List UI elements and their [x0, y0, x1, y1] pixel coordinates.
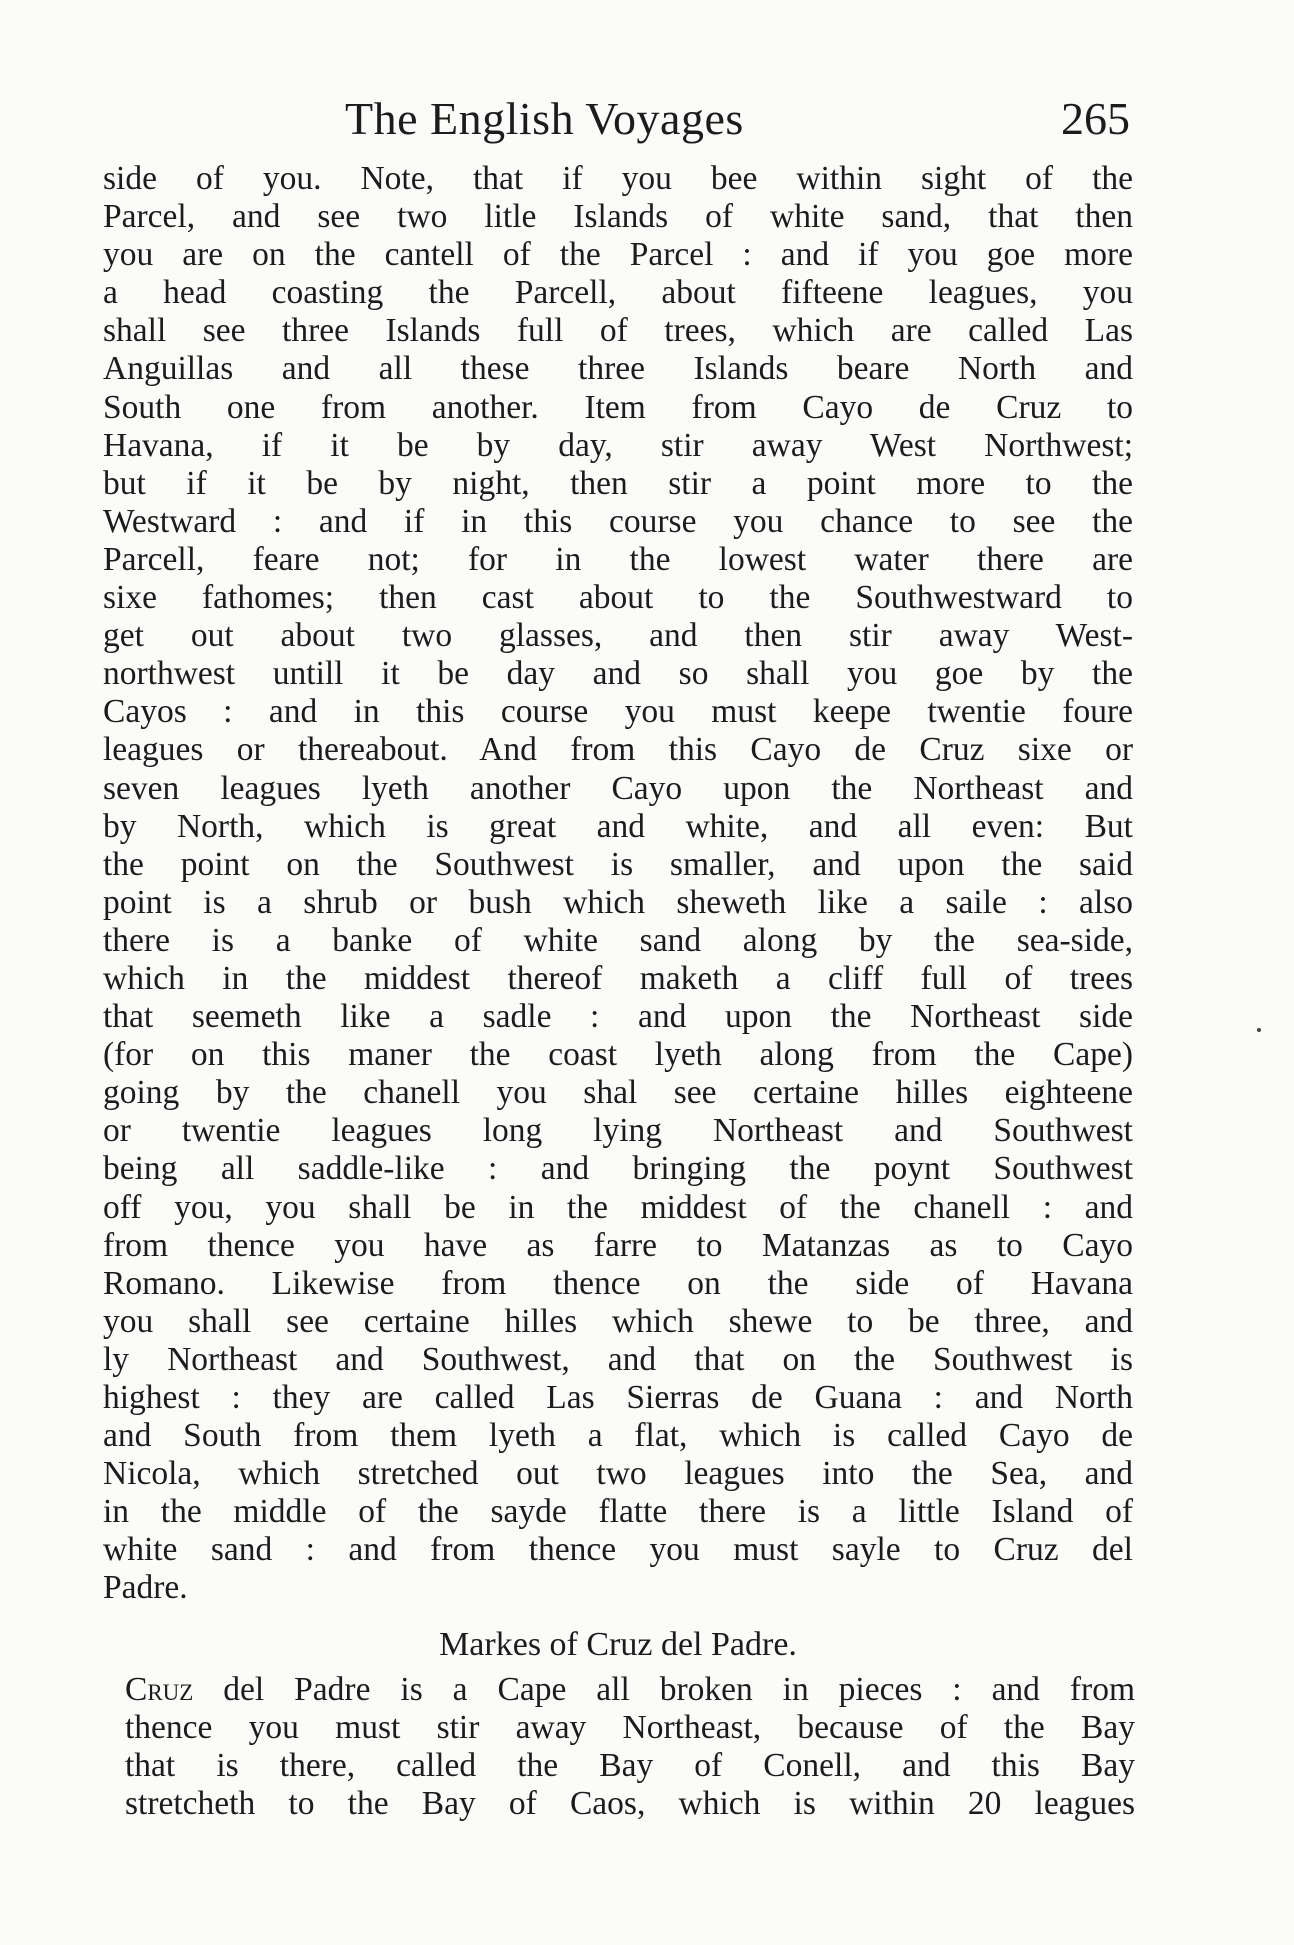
- text-line: you are on the cantell of the Parcel : and if you goe more: [103, 236, 1133, 274]
- text-line: that is there, called the Bay of Conell, and this Bay: [125, 1747, 1135, 1785]
- text-line: highest : they are called Las Sierras de Guana : and North: [103, 1379, 1133, 1416]
- text-line: side of you. Note, that if you bee within sight of the: [103, 160, 1133, 197]
- text-line: seven leagues lyeth another Cayo upon the Northeast and: [103, 769, 1133, 807]
- text-line: which in the middest thereof maketh a cliff full of trees: [103, 959, 1133, 997]
- text-line: but if it be by night, then stir a point more to the: [103, 464, 1133, 502]
- text-line: sixe fathomes; then cast about to the Southwestward to: [103, 579, 1133, 617]
- text-line: ly Northeast and Southwest, and that on the Southwest is: [103, 1340, 1133, 1378]
- text-line: that seemeth like a sadle : and upon the Northeast side: [103, 998, 1133, 1036]
- text-line: Nicola, which stretched out two leagues into the Sea, and: [103, 1455, 1133, 1493]
- text-line: Anguillas and all these three Islands beare North and: [103, 350, 1133, 388]
- text-line: northwest untill it be day and so shall you goe by the: [103, 655, 1133, 693]
- text-line: from thence you have as farre to Matanzas as to Cayo: [103, 1226, 1133, 1264]
- text-line: Parcel, and see two litle Islands of white sand, that then: [103, 198, 1133, 236]
- opening-word: Cruz: [125, 1671, 194, 1708]
- text-line: by North, which is great and white, and all even: But: [103, 807, 1133, 845]
- text-line: there is a banke of white sand along by the sea-side,: [103, 921, 1133, 959]
- text-line: or twentie leagues long lying Northeast and Southwest: [103, 1112, 1133, 1150]
- text-line: white sand : and from thence you must sayle to Cruz del: [103, 1531, 1133, 1569]
- text-line: Parcell, feare not; for in the lowest water there are: [103, 540, 1133, 578]
- text-line-rest: del Padre is a Cape all broken in pieces : and from: [193, 1671, 1135, 1708]
- text-line: being all saddle-like : and bringing the poynt Southwest: [103, 1150, 1133, 1188]
- text-line: going by the chanell you shal see certaine hilles eighteene: [103, 1074, 1133, 1112]
- text-line: in the middle of the sayde flatte there is a little Island of: [103, 1493, 1133, 1531]
- text-line: Cayos : and in this course you must keepe twentie foure: [103, 693, 1133, 731]
- text-line: point is a shrub or bush which sheweth like a saile : also: [103, 883, 1133, 921]
- text-line: and South from them lyeth a flat, which is called Cayo de: [103, 1417, 1133, 1455]
- body-paragraph: [103, 160, 1133, 1608]
- text-line: a head coasting the Parcell, about fifteene leagues, you: [103, 274, 1133, 312]
- page-number: 265: [1061, 93, 1130, 144]
- section-paragraph: [125, 1671, 1135, 1823]
- running-title: The English Voyages: [345, 93, 744, 144]
- running-head: [100, 92, 1150, 152]
- text-line: Havana, if it be by day, stir away West Northwest;: [103, 426, 1133, 464]
- text-line-first: [125, 1671, 1135, 1709]
- text-line: (for on this maner the coast lyeth along from the Cape): [103, 1036, 1133, 1074]
- text-line: the point on the Southwest is smaller, and upon the said: [103, 845, 1133, 883]
- text-line: stretcheth to the Bay of Caos, which is within 20 leagues: [125, 1785, 1135, 1823]
- text-line: South one from another. Item from Cayo de Cruz to: [103, 388, 1133, 426]
- text-line: you shall see certaine hilles which shewe to be three, and: [103, 1302, 1133, 1340]
- text-line: get out about two glasses, and then stir away West-: [103, 617, 1133, 655]
- text-line: shall see three Islands full of trees, which are called Las: [103, 312, 1133, 350]
- text-line: thence you must stir away Northeast, because of the Bay: [125, 1709, 1135, 1747]
- text-line: Padre.: [103, 1569, 188, 1607]
- text-line: off you, you shall be in the middest of the chanell : and: [103, 1188, 1133, 1226]
- paper-speck: [1257, 1028, 1261, 1032]
- section-heading: Markes of Cruz del Padre.: [439, 1626, 797, 1663]
- text-line: Westward : and if in this course you chance to see the: [103, 502, 1133, 540]
- text-line: leagues or thereabout. And from this Cayo de Cruz sixe or: [103, 731, 1133, 769]
- text-line: Romano. Likewise from thence on the side of Havana: [103, 1264, 1133, 1302]
